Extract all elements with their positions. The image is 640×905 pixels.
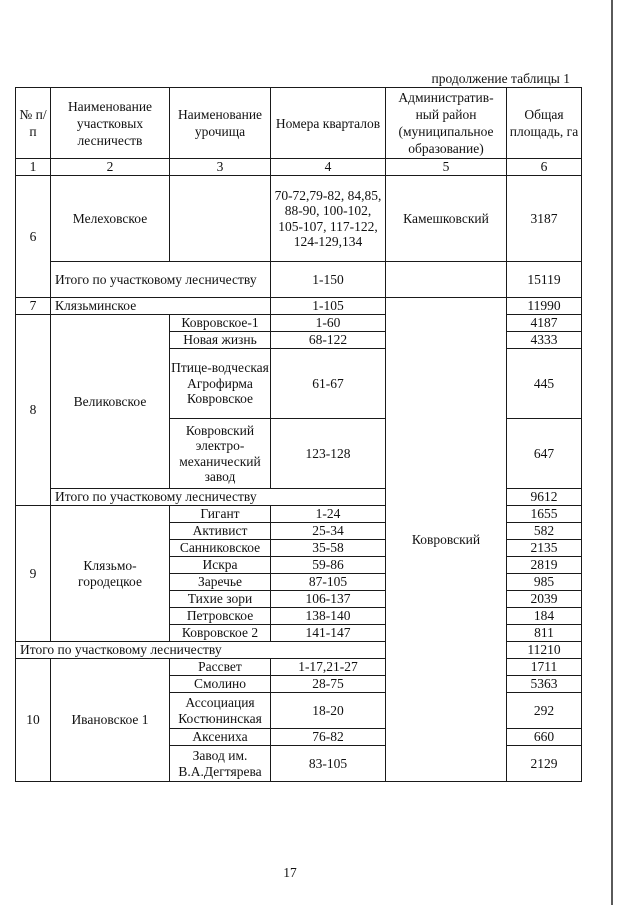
quarter-numbers: 59-86	[271, 557, 386, 574]
area-value: 2039	[507, 591, 582, 608]
col-number: 6	[507, 159, 582, 176]
tract-name: Санниковское	[170, 540, 271, 557]
area-value: 1655	[507, 506, 582, 523]
area-value: 5363	[507, 676, 582, 693]
table-row	[16, 298, 582, 315]
tract-name: Искра	[170, 557, 271, 574]
subtotal-row	[16, 262, 582, 298]
tract-name: Активист	[170, 523, 271, 540]
col-number: 4	[271, 159, 386, 176]
header-tract: Наименование урочища	[170, 88, 271, 159]
subtotal-label: Итого по участковому лесничеству	[51, 262, 271, 298]
col-number: 5	[386, 159, 507, 176]
quarter-numbers: 1-105	[271, 298, 386, 315]
area-value: 9612	[507, 489, 582, 506]
tract-name: Ковровское-1	[170, 315, 271, 332]
area-value: 4333	[507, 332, 582, 349]
tract-name: Новая жизнь	[170, 332, 271, 349]
header-no: № п/п	[16, 88, 51, 159]
district-name: Ковровский	[386, 298, 507, 782]
header-area: Общая площадь, га	[507, 88, 582, 159]
forestry-name: Великовское	[51, 315, 170, 489]
tract-name: Тихие зори	[170, 591, 271, 608]
tract-name: Ковровское 2	[170, 625, 271, 642]
quarter-numbers: 1-24	[271, 506, 386, 523]
area-value: 1711	[507, 659, 582, 676]
tract-name: Ковровский электро-механический завод	[170, 419, 271, 489]
header-district: Административ-ный район (муниципальное образование)	[386, 88, 507, 159]
tract-name: Аксениха	[170, 729, 271, 746]
col-number: 3	[170, 159, 271, 176]
area-value: 660	[507, 729, 582, 746]
area-value: 11210	[507, 642, 582, 659]
row-number: 7	[16, 298, 51, 315]
area-value: 2135	[507, 540, 582, 557]
column-number-row	[16, 159, 582, 176]
table-row	[16, 176, 582, 262]
row-number: 6	[16, 176, 51, 298]
tract-name: Рассвет	[170, 659, 271, 676]
area-value: 4187	[507, 315, 582, 332]
quarter-numbers: 87-105	[271, 574, 386, 591]
area-value: 11990	[507, 298, 582, 315]
subtotal-label: Итого по участковому лесничеству	[51, 489, 386, 506]
quarter-numbers: 35-58	[271, 540, 386, 557]
area-value: 445	[507, 349, 582, 419]
forestry-name: Мелеховское	[51, 176, 170, 262]
quarter-numbers: 123-128	[271, 419, 386, 489]
tract-name: Завод им. В.А.Дегтярева	[170, 746, 271, 782]
page-number: 17	[283, 865, 297, 880]
forestry-table	[15, 87, 582, 782]
quarter-numbers: 25-34	[271, 523, 386, 540]
header-quarters: Номера кварталов	[271, 88, 386, 159]
tract-name: Заречье	[170, 574, 271, 591]
quarter-numbers: 83-105	[271, 746, 386, 782]
area-value: 582	[507, 523, 582, 540]
row-number: 9	[16, 506, 51, 642]
subtotal-label: Итого по участковому лесничеству	[16, 642, 386, 659]
quarter-numbers: 76-82	[271, 729, 386, 746]
area-value: 292	[507, 693, 582, 729]
quarter-numbers: 70-72,79-82, 84,85, 88-90, 100-102, 105-107, 117-122, 124-129,134	[271, 176, 386, 262]
tract-name: Петровское	[170, 608, 271, 625]
area-value: 15119	[507, 262, 582, 298]
forestry-name: Ивановское 1	[51, 659, 170, 782]
scan-edge-line	[611, 0, 613, 905]
col-number: 2	[51, 159, 170, 176]
quarter-numbers: 141-147	[271, 625, 386, 642]
area-value: 2129	[507, 746, 582, 782]
quarter-numbers: 18-20	[271, 693, 386, 729]
tract-name	[170, 176, 271, 262]
quarter-numbers: 61-67	[271, 349, 386, 419]
forestry-name: Клязьмо-городецкое	[51, 506, 170, 642]
quarter-numbers: 106-137	[271, 591, 386, 608]
header-row	[16, 88, 582, 159]
col-number: 1	[16, 159, 51, 176]
area-value: 985	[507, 574, 582, 591]
quarter-numbers: 68-122	[271, 332, 386, 349]
table-continuation-caption: продолжение таблицы 1	[431, 71, 570, 86]
tract-name: Гигант	[170, 506, 271, 523]
header-forestry: Наименование участковых лесничеств	[51, 88, 170, 159]
quarter-numbers: 28-75	[271, 676, 386, 693]
district-name	[386, 262, 507, 298]
tract-name: Птице-водческая Агрофирма Ковровское	[170, 349, 271, 419]
area-value: 3187	[507, 176, 582, 262]
district-name: Камешковский	[386, 176, 507, 262]
area-value: 184	[507, 608, 582, 625]
area-value: 811	[507, 625, 582, 642]
tract-name: Смолино	[170, 676, 271, 693]
area-value: 647	[507, 419, 582, 489]
quarter-numbers: 138-140	[271, 608, 386, 625]
tract-name: Ассоциация Костюнинская	[170, 693, 271, 729]
forestry-name: Клязьминское	[51, 298, 271, 315]
quarter-numbers: 1-17,21-27	[271, 659, 386, 676]
quarter-numbers: 1-60	[271, 315, 386, 332]
row-number: 8	[16, 315, 51, 506]
row-number: 10	[16, 659, 51, 782]
quarter-numbers: 1-150	[271, 262, 386, 298]
area-value: 2819	[507, 557, 582, 574]
